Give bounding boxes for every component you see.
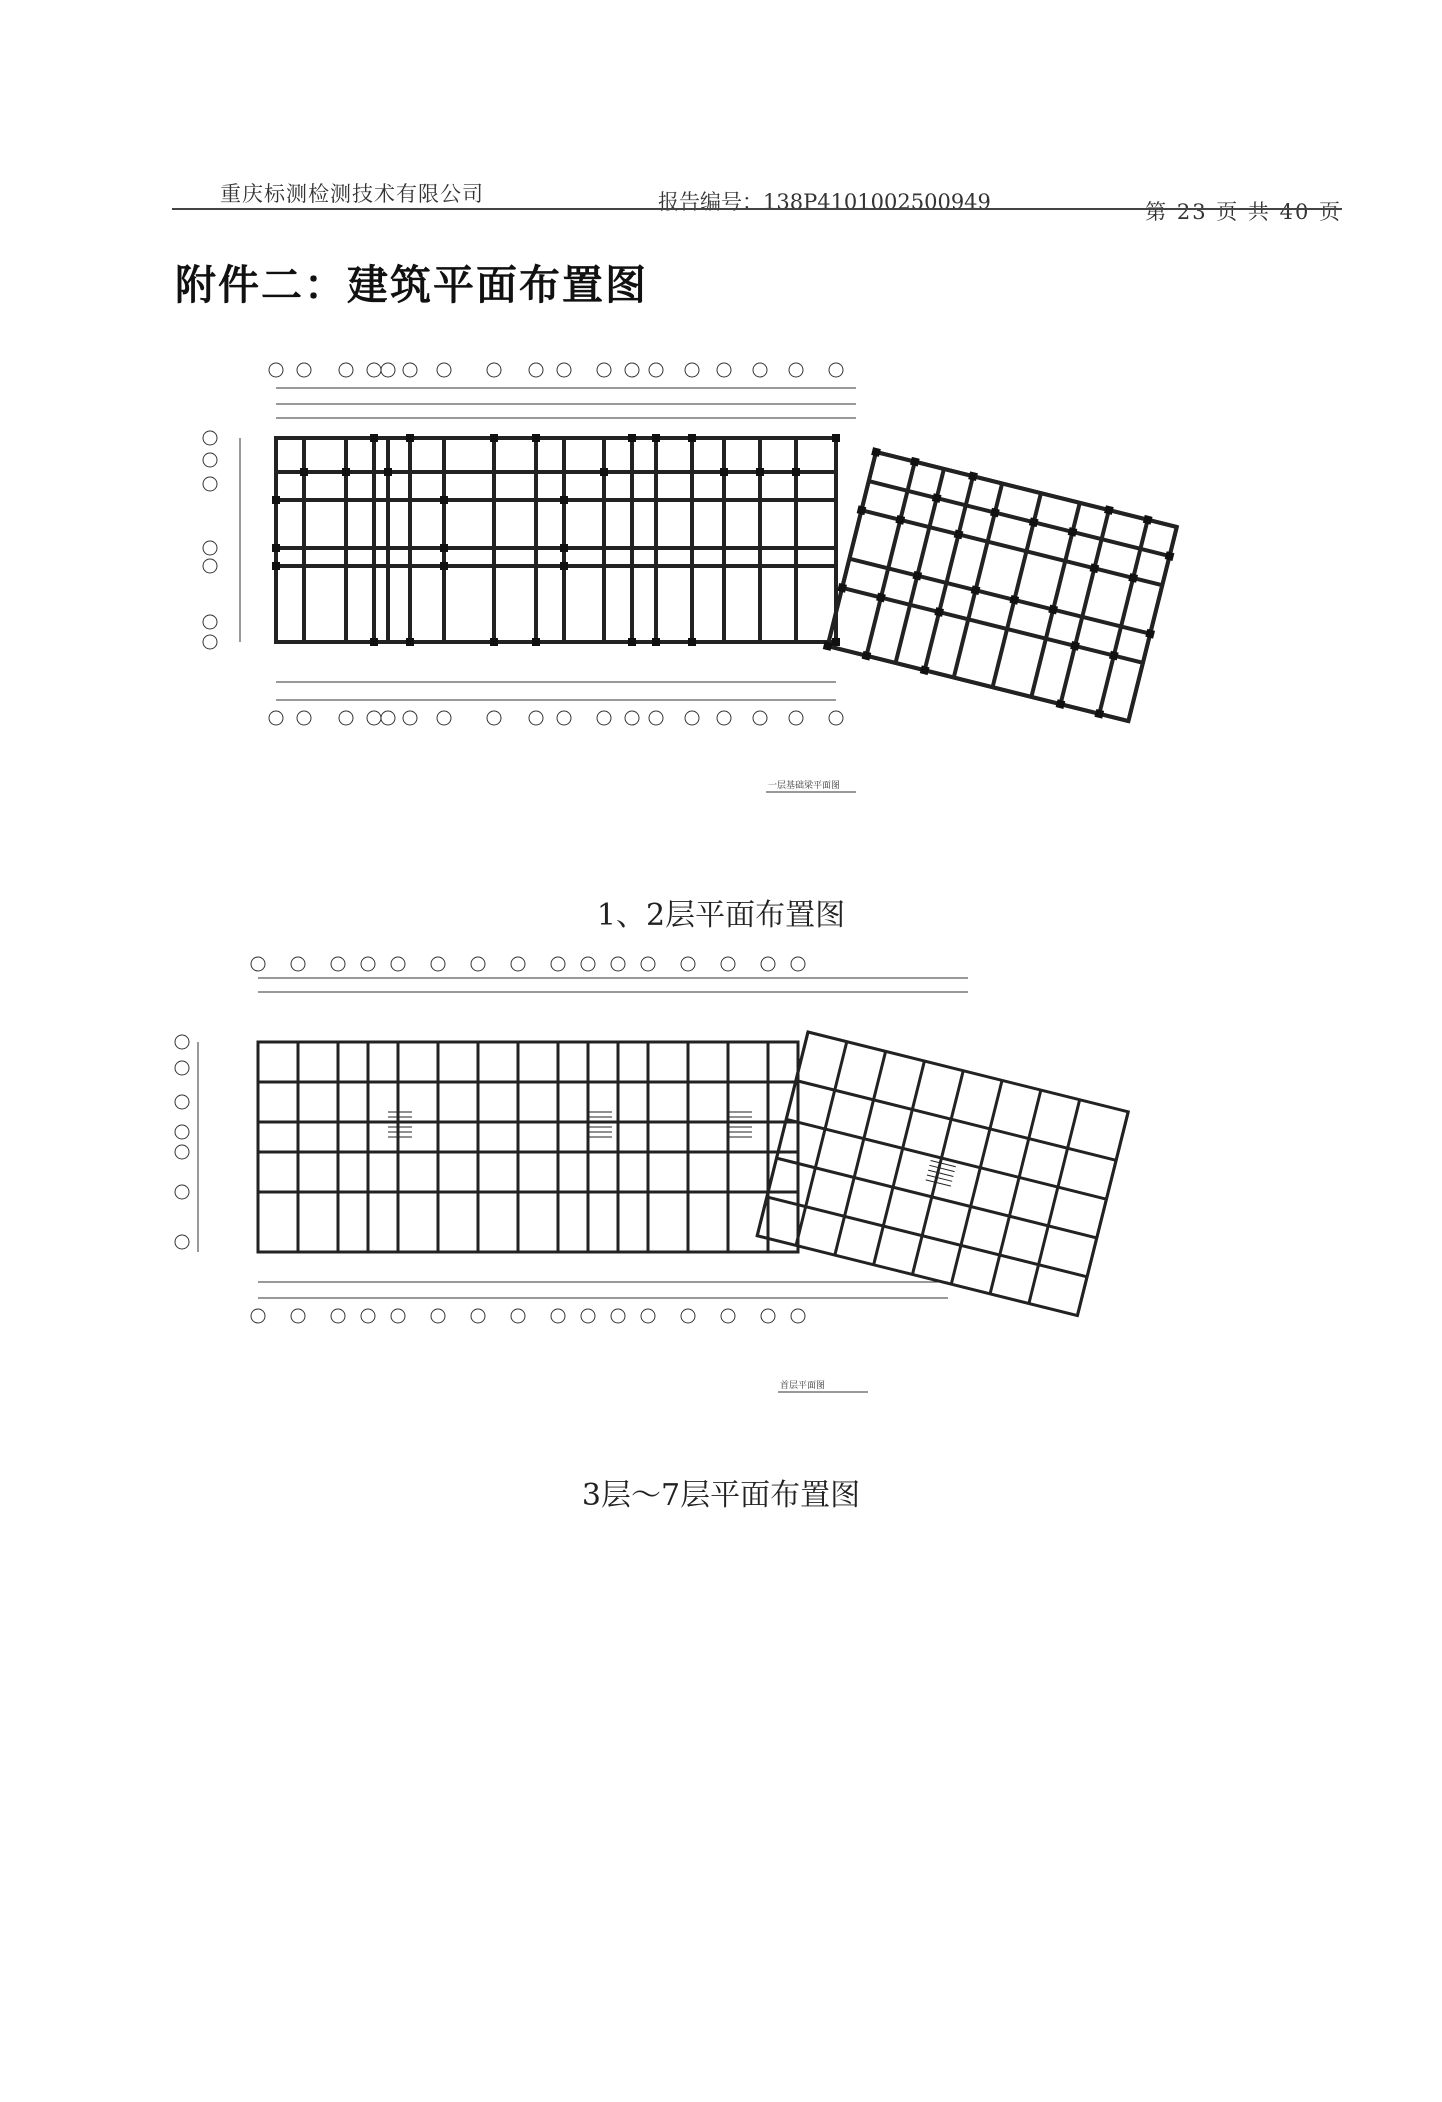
sheet-label-1: 一层基础梁平面图 <box>768 781 841 791</box>
report-number: 报告编号：138P4101002500949 <box>658 190 991 214</box>
structural-grid-drawing <box>196 352 1336 832</box>
page-number: 第 23 页 共 40 页 <box>1145 200 1342 224</box>
figure-caption-2: 3层～7层平面布置图 <box>581 1478 861 1513</box>
floor-plan-drawing <box>168 952 1328 1442</box>
floor-plan-1-2 <box>196 352 1336 832</box>
company-name: 重庆标测检测技术有限公司 <box>220 182 484 206</box>
page-title: 附件二：建筑平面布置图 <box>175 261 648 309</box>
figure-caption-1: 1、2层平面布置图 <box>596 898 846 933</box>
page-header <box>172 172 1342 224</box>
header-rule <box>172 208 1342 210</box>
floor-plan-3-7 <box>168 952 1328 1442</box>
sheet-label-2: 首层平面图 <box>780 1381 826 1391</box>
